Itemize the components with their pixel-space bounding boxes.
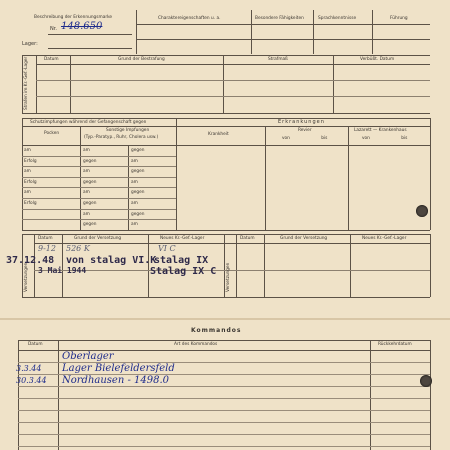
kommando-date: 3.3.44 <box>16 364 42 373</box>
impf-gegen-label: gegen <box>131 190 145 196</box>
vers-pencil-datum: 9-12 <box>38 244 56 253</box>
col-fahig: Besondere Fähigkeiten <box>255 16 304 21</box>
vers-col-datum: Datum <box>38 236 53 241</box>
erk-col-lazarett: Lazarett — Krankenhaus <box>354 128 407 133</box>
erkrankungen-title: Erkrankungen <box>278 119 325 125</box>
impf-col-sonstige: Sonstige Impfungen <box>106 128 150 133</box>
erk-col-revier: Revier <box>298 128 312 133</box>
komm-col-ruck: Rückkehrdatum <box>378 342 412 347</box>
vers-row1-grund: von stalag VI.K <box>66 255 157 266</box>
desc-label: Beschreibung der Erkennungsmarke <box>34 15 113 20</box>
strafen-col-datum: Datum <box>44 57 59 62</box>
impf-gegen-label: am <box>131 201 138 206</box>
kommando-text: Oberlager <box>62 351 114 362</box>
impf-row-label: Erfolg <box>24 201 37 206</box>
komm-col-art: Art des Kommandos <box>174 342 218 347</box>
vers-side-label-left: Versetzungen <box>24 262 29 292</box>
col-fuhrung: Führung <box>390 16 408 21</box>
impf-gegen-label: am <box>83 148 90 153</box>
punch-hole <box>416 205 428 217</box>
impf-row-label: am <box>24 169 31 175</box>
strafen-col-grund: Grund der Bestrafung <box>118 57 165 62</box>
vers-row1-date: 37.12.48 <box>6 255 55 266</box>
vers-col-neues-2: Neues Kr.-Gef.-Lager <box>362 236 407 241</box>
impf-gegen-label: gegen <box>131 148 145 153</box>
impf-gegen-label: gegen <box>83 222 97 228</box>
vers-col-grund: Grund der Versetzung <box>74 236 122 241</box>
impf-row-label: Erfolg <box>24 158 37 164</box>
vers-pencil-neues: VI C <box>158 244 176 253</box>
nr-label: Nr. <box>50 26 57 32</box>
impf-gegen-label: am <box>131 179 138 185</box>
impf-gegen-label: gegen <box>131 169 145 175</box>
erk-col-lazarett-sub: von bis <box>362 136 408 141</box>
kommando-text: Nordhausen - 1498.0 <box>62 375 170 386</box>
impf-gegen-label: gegen <box>83 179 97 185</box>
impf-gegen-label: am <box>131 222 138 228</box>
impf-row-label: am <box>24 190 31 196</box>
vers-col-datum-2: Datum <box>240 236 255 241</box>
impf-row-label: am <box>24 148 31 153</box>
impf-gegen-label: gegen <box>83 201 97 206</box>
vers-row1-neues: stalag IX <box>154 255 209 266</box>
vers-row2-date: 3 Mai 1944 <box>38 266 87 275</box>
vers-side-label-right: Versetzungen <box>226 262 231 292</box>
strafen-side-label: Strafen im Kr.-Gef.-Lager <box>24 56 29 110</box>
erk-col-revier-sub: von bis <box>282 136 328 141</box>
impf-gegen-label: am <box>131 158 138 164</box>
impf-gegen-label: am <box>83 211 90 217</box>
fold-line <box>0 318 450 320</box>
impf-gegen-label: gegen <box>83 158 97 164</box>
vers-col-grund-2: Grund der Versetzung <box>280 236 328 241</box>
vers-row2-neues: Stalag IX C <box>150 266 217 277</box>
kommandos-title: Kommandos <box>191 327 242 334</box>
vers-col-neues: Neues Kr.-Gef.-Lager <box>160 236 205 241</box>
nr-value: 148.650 <box>61 21 103 32</box>
impf-col-pocken: Pocken <box>44 131 60 136</box>
kommando-date: 30.3.44 <box>16 376 47 385</box>
komm-col-datum: Datum <box>28 342 43 347</box>
col-char: Charaktereigenschaften u. a. <box>158 16 221 21</box>
lager-label: Lager: <box>22 41 38 47</box>
erk-col-krankheit: Krankheit <box>208 132 229 137</box>
impf-col-sonstige-sub: (Typ.-Paratyp., Ruhr, Cholera usw.) <box>84 135 159 140</box>
col-sprach: Sprachkenntnisse <box>318 16 357 21</box>
impf-gegen-label: am <box>83 190 90 196</box>
impf-gegen-label: gegen <box>131 211 145 217</box>
kommando-text: Lager Bielefeldersfeld <box>62 363 175 374</box>
impf-title: Schutzimpfungen während der Gefangenschaft gegen <box>30 120 147 125</box>
punch-hole <box>420 375 432 387</box>
impf-gegen-label: am <box>83 169 90 175</box>
vers-pencil-grund: 526 K <box>66 244 90 253</box>
strafen-col-strafmass: Strafmaß <box>268 57 288 62</box>
strafen-col-verbusst: Verbüßt. Datum <box>360 57 395 62</box>
impf-row-label: Erfolg <box>24 179 37 185</box>
